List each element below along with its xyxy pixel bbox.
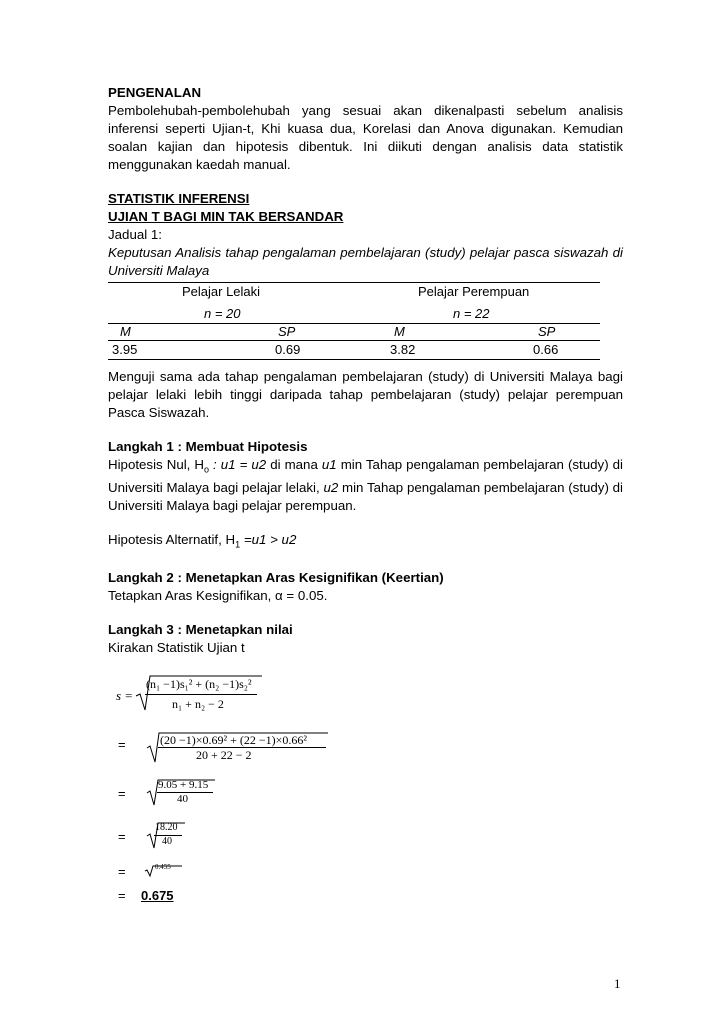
equals-1: = — [118, 737, 126, 752]
formula2-denominator: 20 + 22 − 2 — [196, 748, 252, 762]
formula1-numerator: (n₁ −1)s₁² + (n₂ −1)s₂² — [146, 677, 252, 691]
intro-heading: PENGENALAN — [108, 85, 202, 100]
research-question: Menguji sama ada tahap pengalaman pembelajaran (study) di Universiti Malaya bagi pelajar lelaki lebih tinggi daripada tahap pembelajaran (study) pelajar perempuan Pasca Siswazah. — [108, 369, 623, 420]
alt-hypothesis: Hipotesis Alternatif, $H_1 =u1 > u2$ — [108, 531, 297, 550]
formula3-denominator: 40 — [177, 793, 188, 805]
formula4-denominator: 40 — [162, 836, 172, 847]
section-subheading: UJIAN T BAGI MIN TAK BERSANDAR — [108, 209, 344, 224]
equals-3: = — [118, 829, 126, 844]
formula1-denominator: n₁ + n₂ − 2 — [172, 697, 224, 711]
n2-label: n = 22 — [453, 306, 490, 321]
table-caption: Keputusan Analisis tahap pengalaman pembelajaran (study) pelajar pasca siswazah di Universiti Malaya — [108, 245, 623, 278]
col-m2: M — [394, 324, 405, 339]
formula4-numerator: 18.20 — [155, 822, 178, 833]
equals-5: = — [118, 888, 126, 903]
equals-2: = — [118, 786, 126, 801]
sp2-value: 0.66 — [533, 342, 559, 357]
s-label: s = — [116, 688, 134, 703]
step2-body: Tetapkan Aras Kesignifikan, α = 0.05. — [108, 588, 328, 604]
group1-header: Pelajar Lelaki — [182, 284, 261, 299]
result-value: 0.675 — [141, 888, 174, 903]
formula2-numerator: (20 −1)×0.69² + (22 −1)×0.66² — [160, 733, 308, 747]
formula5-value: 0.455 — [155, 864, 171, 869]
group2-header: Pelajar Perempuan — [418, 284, 530, 299]
col-sp1: SP — [278, 324, 296, 339]
step1-heading: Langkah 1 : Membuat Hipotesis — [108, 439, 308, 454]
col-m1: M — [120, 324, 131, 339]
n1-label: n = 20 — [204, 306, 241, 321]
step3-heading: Langkah 3 : Menetapkan nilai — [108, 622, 293, 638]
intro-body: Pembolehubah-pembolehubah yang sesuai akan dikenalpasti sebelum analisis inferensi seperti Ujian-t, Khi kuasa dua, Korelasi dan Anova digunakan. Kemudian soalan kajian dan hipotesis dibentuk. Ini diikuti dengan analisis data statistik menggunakan kaedah manual. — [108, 103, 623, 172]
step3-body: Kirakan Statistik Ujian t — [108, 640, 245, 656]
m2-value: 3.82 — [390, 342, 416, 357]
m1-value: 3.95 — [112, 342, 138, 357]
results-table — [108, 282, 600, 360]
step2-heading: Langkah 2 : Menetapkan Aras Kesignifikan (Keertian) — [108, 570, 444, 586]
formula3-numerator: 9.05 + 9.15 — [158, 779, 209, 791]
null-hypothesis: Hipotesis Nul, $H_o$ : u1 = u2 di mana u1 min Tahap pengalaman pembelajaran (study) di Universiti Malaya bagi pelajar lelaki, u2 min Tahap pengalaman pembelajaran (study) di Universiti Malaya bagi pelajar perempuan. — [108, 457, 624, 513]
section-heading: STATISTIK INFERENSI — [108, 191, 250, 206]
sp1-value: 0.69 — [275, 342, 301, 357]
table-label: Jadual 1: — [108, 227, 162, 242]
equals-4: = — [118, 864, 126, 879]
col-sp2: SP — [538, 324, 556, 339]
page-number: 1 — [614, 976, 621, 991]
document-page — [108, 84, 623, 657]
